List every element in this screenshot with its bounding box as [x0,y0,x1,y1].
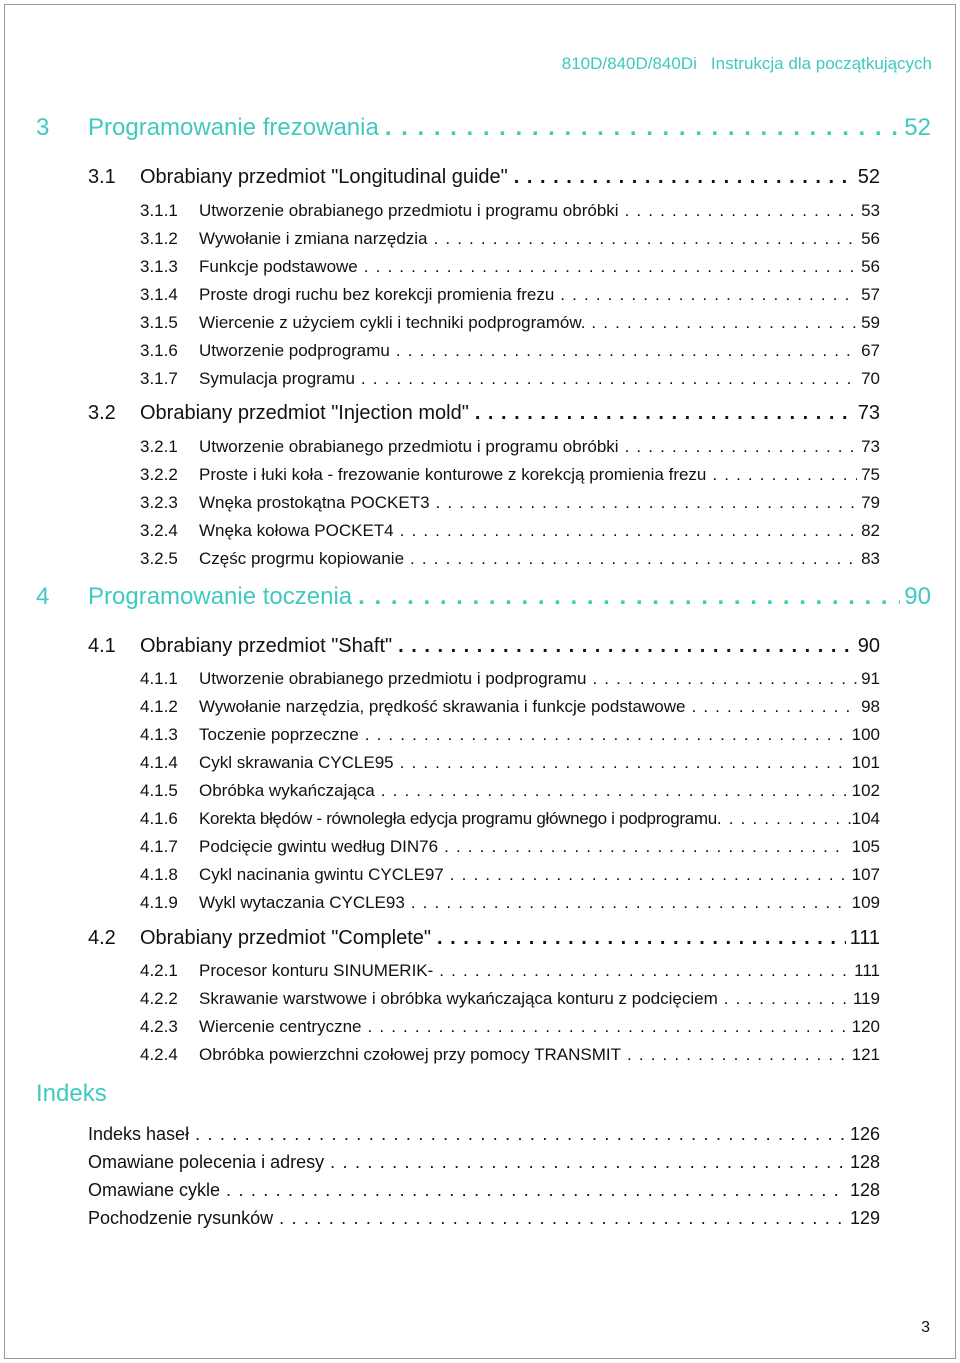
toc-entry-4-1-5[interactable] [140,781,880,801]
toc-chapter-3[interactable] [36,114,931,142]
header-title: Instrukcja dla początkujących [710,54,932,73]
toc-page: 56 [861,229,880,248]
leader-dots [712,465,857,485]
toc-page: 53 [861,201,880,220]
index-page: 128 [849,1180,880,1200]
leader-dots [724,989,849,1009]
leader-dots [368,1017,848,1037]
toc-number: 3.1.7 [140,369,178,388]
leader-dots [400,753,848,773]
toc-number: 3.1.6 [140,341,178,360]
toc-title: Proste i łuki koła - frezowanie konturowe z korekcją promienia frezu [199,465,707,484]
toc-title: Procesor konturu SINUMERIK- [199,961,434,980]
toc-title: Programowanie toczenia [88,583,353,610]
toc-entry-4-1-6[interactable] [140,809,880,829]
toc-page: 83 [861,549,880,568]
leader-dots [410,549,857,569]
toc-page: 91 [861,669,880,688]
toc-title: Częśc progrmu kopiowanie [199,549,405,568]
toc-number: 4.2.1 [140,961,178,980]
toc-page: 67 [861,341,880,360]
toc-number: 3.1.1 [140,201,178,220]
leader-dots [514,166,854,189]
toc-title: Wywołanie i zmiana narzędzia [199,229,428,248]
toc-entry-3-1-6[interactable] [140,341,880,361]
toc-section-4-2[interactable] [88,927,880,950]
toc-page: 102 [851,781,880,800]
toc-page: 100 [851,725,880,744]
toc-page: 104 [851,809,880,828]
toc-entry-3-1-5[interactable] [140,313,880,333]
leader-dots [475,402,854,425]
index-heading: Indeks [36,1080,107,1107]
toc-number: 4.1.5 [140,781,178,800]
toc-title: Utworzenie obrabianego przedmiotu i programu obróbki [199,201,619,220]
index-title: Omawiane polecenia i adresy [88,1152,325,1172]
toc-page: 59 [861,313,880,332]
leader-dots [625,201,858,221]
leader-dots [226,1180,846,1201]
leader-dots [717,809,852,829]
toc-number: 4.1.2 [140,697,178,716]
leader-dots [398,635,854,658]
toc-page: 119 [852,989,880,1008]
toc-section-3-1[interactable] [88,166,880,189]
toc-number: 3.1.2 [140,229,178,248]
toc-number: 3.2.4 [140,521,178,540]
index-entry[interactable] [88,1124,880,1145]
toc-title: Wiercenie z użyciem cykli i techniki podprogramów. [199,313,586,332]
toc-page: 52 [904,114,931,141]
toc-title: Wnęka prostokątna POCKET3 [199,493,430,512]
toc-entry-4-1-4[interactable] [140,753,880,773]
toc-chapter-4[interactable] [36,583,931,611]
leader-dots [400,521,857,541]
toc-number: 4.1.8 [140,865,178,884]
toc-number: 4.1.4 [140,753,178,772]
running-header [562,54,932,74]
toc-number: 3.1.3 [140,257,178,276]
leader-dots [195,1124,846,1145]
index-title: Omawiane cykle [88,1180,221,1200]
toc-number: 4.1 [88,635,116,657]
index-entry[interactable] [88,1208,880,1229]
toc-title: Toczenie poprzeczne [199,725,359,744]
toc-page: 52 [857,166,880,188]
toc-entry-3-1-2[interactable] [140,229,880,249]
toc-title: Wykl wytaczania CYCLE93 [199,893,405,912]
toc-page: 56 [861,257,880,276]
toc-entry-4-1-8[interactable] [140,865,880,885]
toc-number: 4.1.7 [140,837,178,856]
toc-title: Obróbka wykańczająca [199,781,375,800]
toc-entry-4-2-3[interactable] [140,1017,880,1037]
toc-title: Proste drogi ruchu bez korekcji promienia frezu [199,285,555,304]
toc-title: Cykl nacinania gwintu CYCLE97 [199,865,444,884]
toc-page: 82 [861,521,880,540]
index-entry[interactable] [88,1180,880,1201]
leader-dots [691,697,857,717]
toc-entry-3-1-7[interactable] [140,369,880,389]
toc-number: 3.2.1 [140,437,178,456]
toc-entry-4-1-1[interactable] [140,669,880,689]
leader-dots [450,865,848,885]
toc-entry-3-1-4[interactable] [140,285,880,305]
leader-dots [365,725,848,745]
toc-title: Obrabiany przedmiot "Shaft" [140,635,393,657]
index-page: 128 [849,1152,880,1172]
toc-number: 3 [36,114,50,141]
toc-page: 75 [861,465,880,484]
toc-title: Obrabiany przedmiot "Complete" [140,927,431,949]
toc-entry-3-2-4[interactable] [140,521,880,541]
toc-title: Obrabiany przedmiot "Longitudinal guide" [140,166,508,188]
toc-page: 57 [861,285,880,304]
index-entry[interactable] [88,1152,880,1173]
toc-page: 105 [851,837,880,856]
toc-entry-3-1-1[interactable] [140,201,880,221]
toc-number: 4.2.3 [140,1017,178,1036]
toc-entry-4-1-7[interactable] [140,837,880,857]
toc-title: Utworzenie obrabianego przedmiotu i podprogramu [199,669,587,688]
toc-number: 3.1.4 [140,285,178,304]
toc-page: 79 [861,493,880,512]
toc-title: Wnęka kołowa POCKET4 [199,521,394,540]
toc-title: Programowanie frezowania [88,114,379,141]
toc-page: 121 [851,1045,880,1064]
toc-number: 4.2.2 [140,989,178,1008]
leader-dots [358,583,900,611]
toc-title: Funkcje podstawowe [199,257,358,276]
toc-title: Korekta błędów - równoległa edycja programu głównego i podprogramu [199,809,717,828]
leader-dots [439,961,850,981]
header-product: 810D/840D/840Di [561,54,697,73]
leader-dots [444,837,848,857]
leader-dots [385,114,900,142]
leader-dots [625,437,858,457]
page-number: 3 [921,1319,930,1336]
toc-number: 4.1.1 [140,669,178,688]
toc-entry-4-2-2[interactable] [140,989,880,1009]
leader-dots [592,669,857,689]
leader-dots [279,1208,846,1229]
toc-number: 3.2.3 [140,493,178,512]
index-title: Indeks haseł [88,1124,190,1144]
index-page: 129 [849,1208,880,1228]
leader-dots [434,229,858,249]
toc-page: 120 [851,1017,880,1036]
toc-number: 4 [36,583,50,610]
toc-entry-4-1-2[interactable] [140,697,880,717]
index-title: Pochodzenie rysunków [88,1208,274,1228]
leader-dots [411,893,848,913]
toc-page: 109 [851,893,880,912]
toc-page: 90 [857,635,880,657]
leader-dots [330,1152,846,1173]
toc-number: 3.1.5 [140,313,178,332]
toc-page: 90 [904,583,931,610]
leader-dots [591,313,857,333]
toc-entry-3-2-2[interactable] [140,465,880,485]
toc-entry-3-2-5[interactable] [140,549,880,569]
toc-title: Obrabiany przedmiot "Injection mold" [140,402,469,424]
toc-entry-4-2-4[interactable] [140,1045,880,1065]
toc-number: 3.2.2 [140,465,178,484]
leader-dots [396,341,857,361]
index-page: 126 [849,1124,880,1144]
toc-page: 111 [854,961,880,980]
toc-page: 111 [849,927,880,949]
toc-section-4-1[interactable] [88,635,880,658]
toc-title: Wywołanie narzędzia, prędkość skrawania i funkcje podstawowe [199,697,686,716]
leader-dots [560,285,857,305]
toc-page: 101 [851,753,880,772]
toc-number: 4.1.6 [140,809,178,828]
toc-page: 73 [861,437,880,456]
toc-entry-3-2-3[interactable] [140,493,880,513]
toc-entry-3-2-1[interactable] [140,437,880,457]
toc-page: 98 [861,697,880,716]
toc-number: 4.2 [88,927,116,949]
toc-title: Utworzenie podprogramu [199,341,390,360]
toc-entry-3-1-3[interactable] [140,257,880,277]
toc-title: Symulacja programu [199,369,355,388]
toc-entry-4-2-1[interactable] [140,961,880,981]
toc-number: 3.1 [88,166,116,188]
toc-page: 73 [857,402,880,424]
toc-section-3-2[interactable] [88,402,880,425]
leader-dots [361,369,857,389]
toc-title: Podcięcie gwintu według DIN76 [199,837,439,856]
toc-title: Cykl skrawania CYCLE95 [199,753,394,772]
toc-number: 3.2.5 [140,549,178,568]
toc-entry-4-1-9[interactable] [140,893,880,913]
toc-page: 107 [851,865,880,884]
toc-number: 4.1.3 [140,725,178,744]
leader-dots [381,781,848,801]
toc-title: Skrawanie warstwowe i obróbka wykańczająca konturu z podcięciem [199,989,718,1008]
leader-dots [437,927,846,950]
leader-dots [364,257,857,277]
toc-entry-4-1-3[interactable] [140,725,880,745]
toc-number: 4.1.9 [140,893,178,912]
toc-number: 3.2 [88,402,116,424]
leader-dots [436,493,858,513]
toc-number: 4.2.4 [140,1045,178,1064]
toc-title: Obróbka powierzchni czołowej przy pomocy TRANSMIT [199,1045,621,1064]
toc-title: Utworzenie obrabianego przedmiotu i programu obróbki [199,437,619,456]
toc-title: Wiercenie centryczne [199,1017,362,1036]
leader-dots [627,1045,848,1065]
toc-page: 70 [861,369,880,388]
